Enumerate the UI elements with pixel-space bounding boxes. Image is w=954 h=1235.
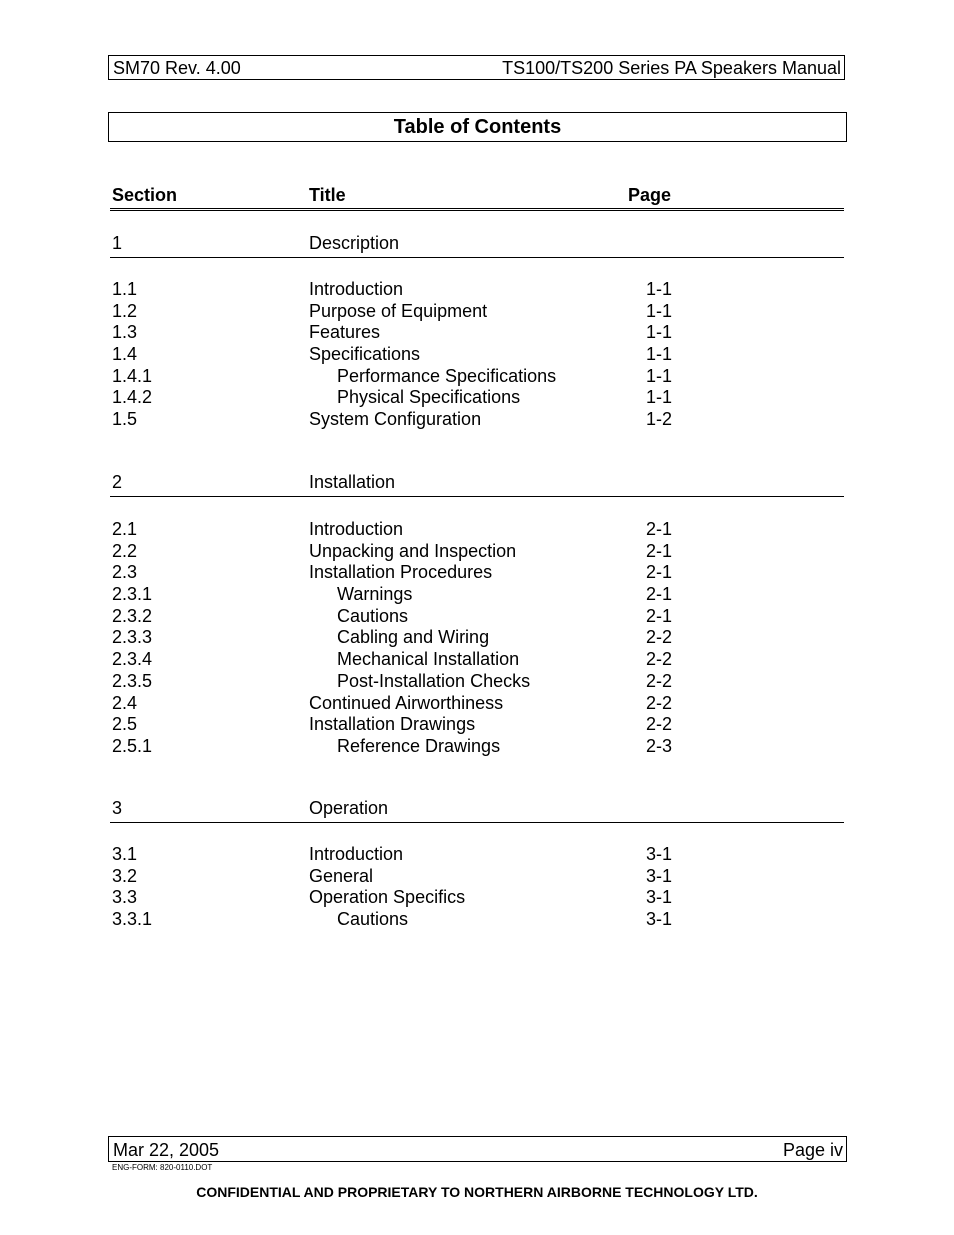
entry-number: 2.1 [112, 519, 138, 539]
toc-entry[interactable] [0, 409, 954, 431]
entry-title: Installation Procedures [309, 562, 493, 583]
entry-title: Cabling and Wiring [337, 627, 490, 648]
entry-title: Post-Installation Checks [337, 670, 531, 691]
toc-entry[interactable] [0, 541, 954, 563]
footer-page-number: Page iv [782, 1140, 843, 1160]
confidential-notice: CONFIDENTIAL AND PROPRIETARY TO NORTHERN AIRBORNE TECHNOLOGY LTD. [196, 1184, 758, 1200]
entry-title: Continued Airworthiness [309, 692, 504, 713]
entry-number: 2.3 [112, 562, 138, 583]
entry-page: 2-1 [646, 605, 673, 626]
chapter-title: Operation [309, 798, 389, 818]
entry-title: Warnings [337, 584, 413, 605]
entry-page: 3-1 [646, 887, 673, 908]
entry-page: 1-2 [646, 409, 673, 430]
entry-number: 3.3 [112, 887, 138, 908]
entry-page: 1-1 [646, 322, 673, 343]
entry-title: Operation Specifics [309, 887, 466, 908]
entry-number: 1.5 [112, 409, 138, 430]
document-title: TS100/TS200 Series PA Speakers Manual [502, 58, 841, 78]
toc-entry[interactable] [0, 693, 954, 715]
entry-title: Reference Drawings [337, 735, 501, 756]
entry-title: Introduction [309, 519, 404, 539]
entry-page: 3-1 [646, 844, 673, 864]
entry-number: 1.3 [112, 322, 138, 343]
chapter-entries [0, 279, 954, 431]
entry-page: 2-1 [646, 540, 673, 561]
chapter-number: 1 [112, 233, 123, 253]
toc-entry[interactable] [0, 627, 954, 649]
entry-number: 1.4 [112, 344, 138, 365]
entry-page: 2-2 [646, 714, 673, 735]
entry-title: Physical Specifications [337, 387, 521, 408]
entry-page: 3-1 [646, 909, 673, 930]
column-header-title: Title [309, 185, 346, 205]
entry-page: 1-1 [646, 300, 673, 321]
toc-entry[interactable] [0, 649, 954, 671]
entry-number: 3.2 [112, 865, 138, 886]
entry-number: 2.3.3 [112, 627, 153, 648]
chapter-heading[interactable] [110, 798, 844, 823]
toc-entry[interactable] [0, 671, 954, 693]
entry-title: System Configuration [309, 409, 482, 430]
toc-heading: Table of Contents [108, 112, 847, 142]
toc-entry[interactable] [0, 714, 954, 736]
entry-number: 2.4 [112, 692, 138, 713]
entry-page: 1-1 [646, 279, 673, 299]
toc-entry[interactable] [0, 279, 954, 301]
entry-page: 2-3 [646, 735, 673, 756]
entry-title: Features [309, 322, 381, 343]
chapter-title: Description [309, 233, 400, 253]
entry-page: 2-2 [646, 649, 673, 670]
toc-entry[interactable] [0, 909, 954, 931]
entry-number: 1.4.2 [112, 387, 153, 408]
entry-page: 2-1 [646, 519, 673, 539]
page-footer [108, 1136, 847, 1162]
entry-title: Installation Drawings [309, 714, 476, 735]
entry-page: 2-1 [646, 584, 673, 605]
toc-entry[interactable] [0, 887, 954, 909]
toc-entry[interactable] [0, 322, 954, 344]
entry-title: Introduction [309, 279, 404, 299]
entry-number: 2.3.5 [112, 670, 153, 691]
form-id: ENG-FORM: 820-0110.DOT [112, 1163, 213, 1172]
footer-date: Mar 22, 2005 [113, 1140, 220, 1160]
entry-page: 2-2 [646, 627, 673, 648]
toc-entry[interactable] [0, 736, 954, 758]
entry-number: 1.4.1 [112, 365, 153, 386]
entry-title: Purpose of Equipment [309, 300, 488, 321]
entry-page: 2-1 [646, 562, 673, 583]
entry-page: 1-1 [646, 387, 673, 408]
entry-title: Mechanical Installation [337, 649, 520, 670]
chapter-entries [0, 844, 954, 931]
entry-page: 2-2 [646, 692, 673, 713]
chapter-number: 3 [112, 798, 123, 818]
entry-number: 2.5.1 [112, 735, 153, 756]
toc-entry[interactable] [0, 519, 954, 541]
toc-entry[interactable] [0, 366, 954, 388]
chapter-entries [0, 519, 954, 758]
entry-number: 2.3.4 [112, 649, 153, 670]
entry-number: 3.3.1 [112, 909, 153, 930]
entry-title: Performance Specifications [337, 365, 557, 386]
entry-title: Specifications [309, 344, 421, 365]
entry-title: General [309, 865, 374, 886]
entry-number: 1.1 [112, 279, 138, 299]
entry-page: 1-1 [646, 365, 673, 386]
entry-page: 1-1 [646, 344, 673, 365]
page-header [108, 55, 845, 80]
toc-entry[interactable] [0, 606, 954, 628]
toc-entry[interactable] [0, 866, 954, 888]
entry-number: 2.3.1 [112, 584, 153, 605]
entry-number: 2.2 [112, 540, 138, 561]
toc-entry[interactable] [0, 344, 954, 366]
toc-entry[interactable] [0, 301, 954, 323]
column-header-page: Page [628, 185, 672, 205]
chapter-number: 2 [112, 472, 123, 492]
toc-entry[interactable] [0, 387, 954, 409]
entry-number: 2.3.2 [112, 605, 153, 626]
entry-number: 2.5 [112, 714, 138, 735]
toc-entry[interactable] [0, 584, 954, 606]
entry-page: 3-1 [646, 865, 673, 886]
toc-entry[interactable] [0, 562, 954, 584]
entry-title: Introduction [309, 844, 404, 864]
toc-entry[interactable] [0, 844, 954, 866]
entry-number: 1.2 [112, 300, 138, 321]
entry-title: Cautions [337, 605, 409, 626]
document-number: SM70 Rev. 4.00 [113, 58, 241, 78]
column-header-section: Section [112, 185, 178, 205]
chapter-heading[interactable] [110, 233, 844, 258]
entry-title: Cautions [337, 909, 409, 930]
chapter-title: Installation [309, 472, 396, 492]
header-double-rule [110, 208, 844, 211]
chapter-heading[interactable] [110, 472, 844, 497]
entry-title: Unpacking and Inspection [309, 540, 517, 561]
entry-page: 2-2 [646, 670, 673, 691]
entry-number: 3.1 [112, 844, 138, 864]
